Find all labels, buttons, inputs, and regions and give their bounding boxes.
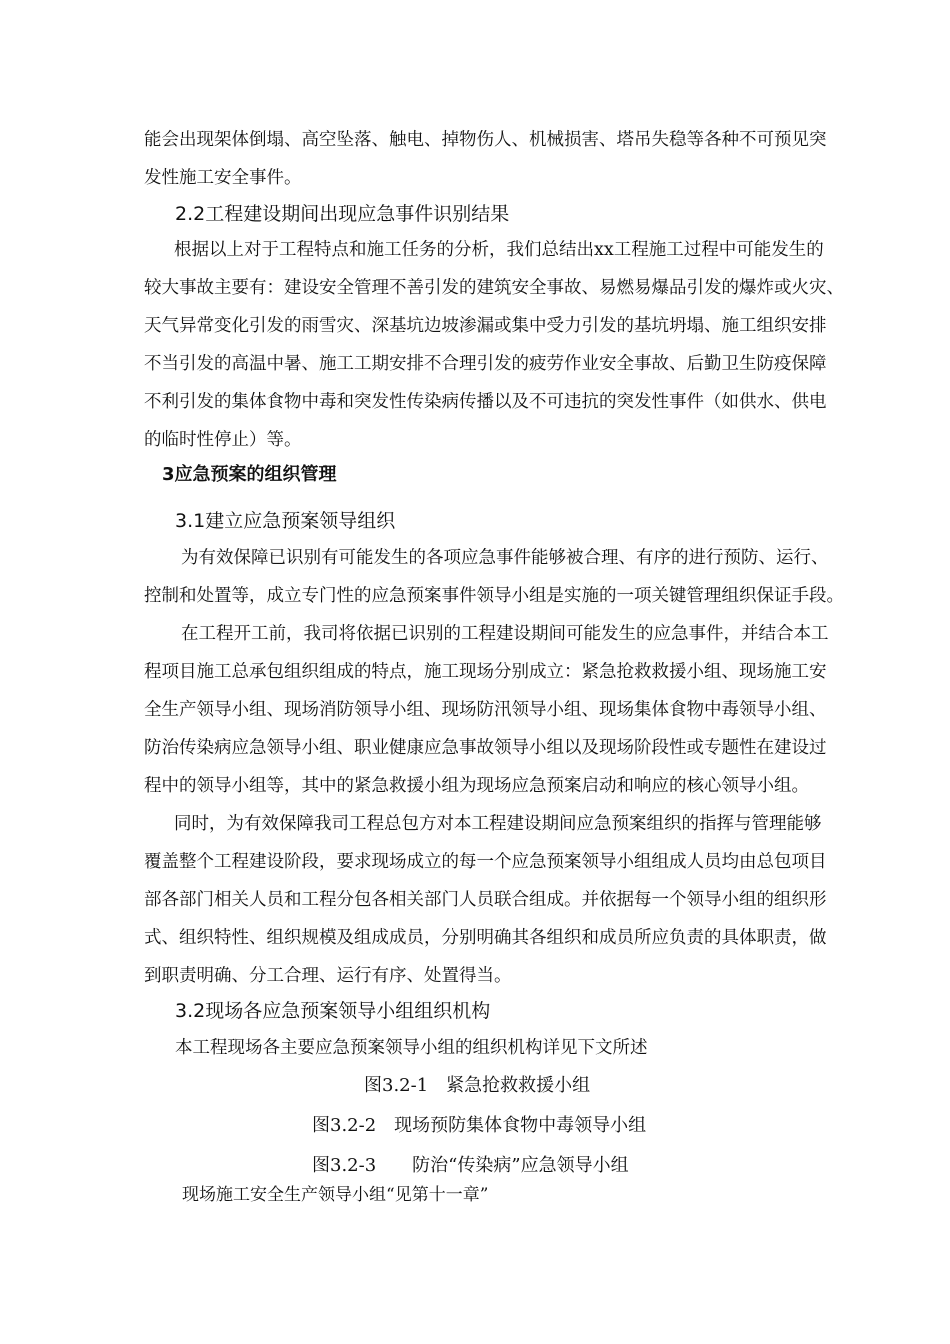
paragraph-line: 现场施工安全生产领导小组“见第十一章” [182,1185,489,1205]
paragraph-line: 较大事故主要有：建设安全管理不善引发的建筑安全事故、易燃易爆品引发的爆炸或火灾、 [144,278,844,298]
paragraph-line: 部各部门相关人员和工程分包各相关部门人员联合组成。并依据每一个领导小组的组织形 [144,890,827,910]
paragraph-line: 能会出现架体倒塌、高空坠落、触电、掉物伤人、机械损害、塔吊失稳等各种不可预见突 [144,130,827,150]
paragraph-line: 的临时性停止）等。 [144,430,302,450]
paragraph-line: 为有效保障已识别有可能发生的各项应急事件能够被合理、有序的进行预防、运行、 [181,548,829,568]
paragraph-line: 不当引发的高温中暑、施工工期安排不合理引发的疲劳作业安全事故、后勤卫生防疫保障 [144,354,827,374]
paragraph-line: 式、组织特性、组织规模及组成成员，分别明确其各组织和成员所应负责的具体职责，做 [144,928,827,948]
section-heading-3: 3应急预案的组织管理 [162,464,337,485]
figure-caption-3-2-3: 图3.2-3 防治“传染病”应急领导小组 [312,1155,629,1176]
paragraph-line: 全生产领导小组、现场消防领导小组、现场防汛领导小组、现场集体食物中毒领导小组、 [144,700,827,720]
paragraph-line: 到职责明确、分工合理、运行有序、处置得当。 [144,966,512,986]
paragraph-line: 控制和处置等，成立专门性的应急预案事件领导小组是实施的一项关键管理组织保证手段。 [144,586,844,606]
paragraph-line: 天气异常变化引发的雨雪灾、深基坑边坡渗漏或集中受力引发的基坑坍塌、施工组织安排 [144,316,827,336]
section-heading-3-2: 3.2现场各应急预案领导小组组织机构 [175,1000,491,1022]
paragraph-line: 根据以上对于工程特点和施工任务的分析，我们总结出xx工程施工过程中可能发生的 [174,240,824,260]
paragraph-line: 在工程开工前，我司将依据已识别的工程建设期间可能发生的应急事件，并结合本工 [181,624,829,644]
paragraph-line: 覆盖整个工程建设阶段，要求现场成立的每一个应急预案领导小组组成人员均由总包项目 [144,852,827,872]
section-heading-2-2: 2.2工程建设期间出现应急事件识别结果 [175,203,510,225]
figure-caption-3-2-2: 图3.2-2 现场预防集体食物中毒领导小组 [312,1115,647,1136]
paragraph-line: 本工程现场各主要应急预案领导小组的组织机构详见下文所述 [175,1038,648,1058]
paragraph-line: 防治传染病应急领导小组、职业健康应急事故领导小组以及现场阶段性或专题性在建设过 [144,738,827,758]
paragraph-line: 程项目施工总承包组织组成的特点，施工现场分别成立：紧急抢救救援小组、现场施工安 [144,662,827,682]
figure-caption-3-2-1: 图3.2-1 紧急抢救救援小组 [364,1075,591,1096]
paragraph-line: 同时，为有效保障我司工程总包方对本工程建设期间应急预案组织的指挥与管理能够 [174,814,822,834]
paragraph-line: 程中的领导小组等，其中的紧急救援小组为现场应急预案启动和响应的核心领导小组。 [144,776,809,796]
paragraph-line: 发性施工安全事件。 [144,168,302,188]
paragraph-line: 不利引发的集体食物中毒和突发性传染病传播以及不可违抗的突发性事件（如供水、供电 [144,392,827,412]
section-heading-3-1: 3.1建立应急预案领导组织 [175,510,396,532]
